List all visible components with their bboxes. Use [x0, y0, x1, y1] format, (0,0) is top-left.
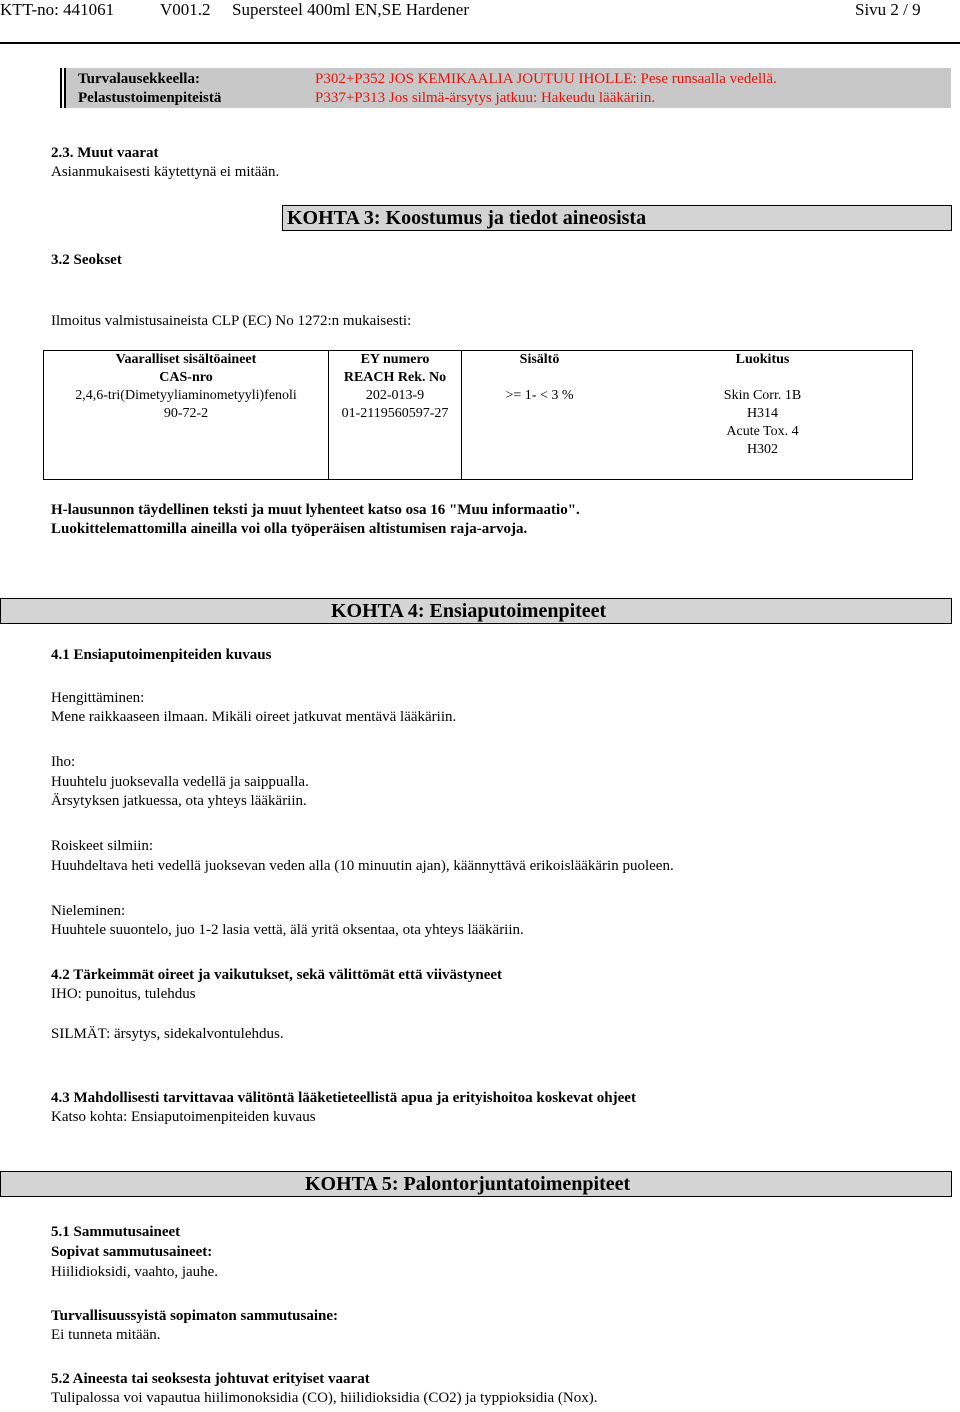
- precautionary-label-line2: Pelastustoimenpiteistä: [78, 90, 222, 106]
- unsuitable-heading: Turvallisuussyistä sopimaton sammutusaine:: [51, 1308, 339, 1324]
- medical-attention-heading: 4.3 Mahdollisesti tarvittavaa välitöntä lääketieteellistä apua ja erityishoitoa koskevat ohjeet: [51, 1090, 636, 1106]
- header-hazardous-components: Vaaralliset sisältöaineet: [115, 352, 257, 367]
- component-name: 2,4,6-tri(Dimetyyliaminometyyli)fenoli: [75, 388, 297, 403]
- symptoms-skin: IHO: punoitus, tulehdus: [51, 986, 196, 1002]
- section5-sub: 5.1 Sammutusaineet: [51, 1224, 181, 1240]
- inhalation-text: Mene raikkaaseen ilmaan. Mikäli oireet jatkuvat mentävä lääkäriin.: [51, 709, 457, 725]
- skin-text-2: Ärsytyksen jatkuessa, ota yhteys lääkäriin.: [51, 793, 307, 809]
- section5-title: KOHTA 5: Palontorjuntatoimenpiteet: [305, 1173, 631, 1195]
- header-content: Sisältö: [519, 352, 560, 367]
- section3-sub: 3.2 Seokset: [51, 252, 122, 268]
- classification-3: Acute Tox. 4: [726, 424, 799, 439]
- other-hazards-text: Asianmukaisesti käytettynä ei mitään.: [51, 164, 280, 180]
- skin-text-1: Huuhtelu juoksevalla vedellä ja saippualla.: [51, 774, 309, 790]
- precautionary-text: [315, 70, 777, 108]
- other-hazards-heading: 2.3. Muut vaarat: [51, 145, 159, 161]
- suitable-text: Hiilidioksidi, vaahto, jauhe.: [51, 1264, 219, 1280]
- inhalation-heading: Hengittäminen:: [51, 690, 145, 706]
- eye-heading: Roiskeet silmiin:: [51, 838, 154, 854]
- component-cas: 90-72-2: [163, 406, 209, 421]
- unsuitable-text: Ei tunneta mitään.: [51, 1327, 161, 1343]
- classification-1: Skin Corr. 1B: [723, 388, 802, 403]
- ingestion-heading: Nieleminen:: [51, 903, 126, 919]
- header-classification: Luokitus: [735, 352, 790, 367]
- classification-2: H314: [746, 406, 779, 421]
- precautionary-text-line1: P302+P352 JOS KEMIKAALIA JOUTUU IHOLLE: Pese runsaalla vedellä.: [315, 71, 777, 87]
- section3-intro: Ilmoitus valmistusaineista CLP (EC) No 1272:n mukaisesti:: [51, 313, 412, 329]
- header-cas: CAS-nro: [159, 370, 213, 385]
- header-reach: REACH Rek. No: [343, 370, 447, 385]
- precautionary-label-line1: Turvalausekkeella:: [78, 71, 200, 87]
- precautionary-text-line2: P337+P313 Jos silmä-ärsytys jatkuu: Hakeudu lääkäriin.: [315, 90, 656, 106]
- component-reach: 01-2119560597-27: [341, 406, 449, 421]
- eye-text: Huuhdeltava heti vedellä juoksevan veden alla (10 minuutin ajan), käännyttävä erikoislääkärin puoleen.: [51, 858, 674, 874]
- medical-attention-text: Katso kohta: Ensiaputoimenpiteiden kuvaus: [51, 1109, 316, 1125]
- page-header: [0, 0, 960, 24]
- page-number: Sivu 2 / 9: [855, 0, 921, 19]
- ingestion-text: Huuhtele suuontelo, juo 1-2 lasia vettä, älä yritä oksentaa, ota yhteys lääkäriin.: [51, 922, 524, 938]
- section3-note2: Luokittelemattomilla aineilla voi olla työperäisen altistumisen raja-arvoja.: [51, 521, 528, 537]
- special-hazards-heading: 5.2 Aineesta tai seoksesta johtuvat erityiset vaarat: [51, 1371, 370, 1387]
- product-name: Supersteel 400ml EN,SE Hardener: [232, 0, 469, 19]
- section4-title: KOHTA 4: Ensiaputoimenpiteet: [331, 600, 607, 622]
- precautionary-label: [78, 70, 221, 108]
- header-ec-number: EY numero: [360, 352, 430, 367]
- suitable-heading: Sopivat sammutusaineet:: [51, 1244, 213, 1260]
- section4-sub: 4.1 Ensiaputoimenpiteiden kuvaus: [51, 647, 272, 663]
- special-hazards-text: Tulipalossa voi vapautua hiilimonoksidia (CO), hiilidioksidia (CO2) ja typpioksidia (Nox).: [51, 1390, 598, 1406]
- symptoms-eyes: SILMÄT: ärsytys, sidekalvontulehdus.: [51, 1026, 284, 1042]
- section3-note1: H-lausunnon täydellinen teksti ja muut lyhenteet katso osa 16 "Muu informaatio".: [51, 502, 580, 518]
- component-ec: 202-013-9: [365, 388, 425, 403]
- version-label: V001.2: [160, 0, 211, 19]
- ktt-number: KTT-no: 441061: [0, 0, 115, 19]
- table-divider: [461, 350, 462, 480]
- classification-4: H302: [746, 442, 779, 457]
- skin-heading: Iho:: [51, 754, 76, 770]
- header-rule: [0, 42, 960, 44]
- component-content: >= 1- < 3 %: [505, 388, 574, 403]
- band-marker: [60, 68, 62, 108]
- section3-title: KOHTA 3: Koostumus ja tiedot aineosista: [287, 207, 647, 229]
- symptoms-heading: 4.2 Tärkeimmät oireet ja vaikutukset, sekä välittömät että viivästyneet: [51, 967, 503, 983]
